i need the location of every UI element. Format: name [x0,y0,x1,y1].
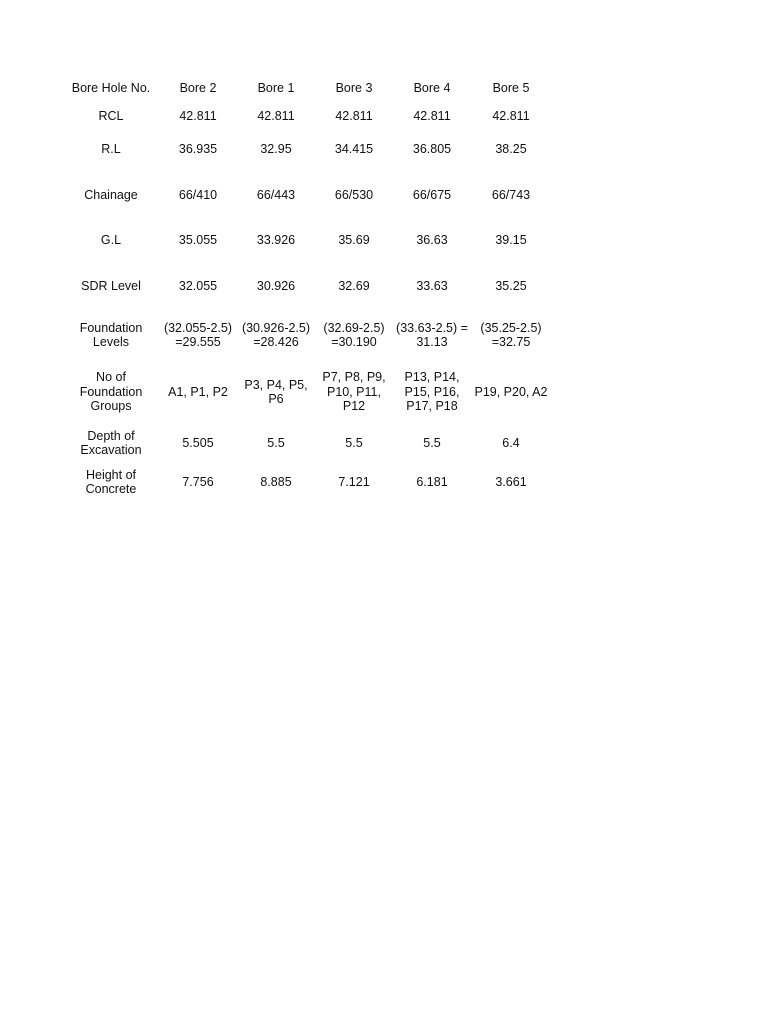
table-cell: 66/743 [491,187,531,202]
table-cell: 42.811 [257,108,295,123]
table-cell: 32.69 [338,278,370,293]
row-label: No of Foundation Groups [79,370,143,414]
table-row-sdr-level [0,277,768,295]
table-cell: 33.63 [416,278,448,293]
table-cell: A1, P1, P2 [168,384,228,399]
table-cell: 42.811 [179,108,217,123]
table-cell: 34.415 [334,141,374,156]
table-cell: P7, P8, P9, P10, P11, P12 [322,370,386,414]
table-cell: 3.661 [495,474,527,489]
header-cell-bore-2: Bore 2 [179,80,217,95]
table-cell: 7.756 [182,474,214,489]
table-cell: 66/530 [334,187,374,202]
header-cell-bore-4: Bore 4 [413,80,451,95]
table-row-gl [0,231,768,249]
table-row-foundation-levels [0,319,768,351]
table-header-row [0,79,768,97]
table-cell: 66/675 [412,187,452,202]
table-cell: 38.25 [495,141,527,156]
table-cell: 7.121 [338,474,370,489]
row-label: Depth of Excavation [80,428,142,457]
table-cell: 32.055 [178,278,218,293]
table-cell: 6.181 [416,474,448,489]
table-cell: 42.811 [335,108,373,123]
header-cell-bore-3: Bore 3 [335,80,373,95]
table-cell: 66/410 [178,187,218,202]
row-label: G.L [100,232,122,247]
table-cell: 32.95 [260,141,292,156]
table-row-rl [0,140,768,158]
header-cell-bore-5: Bore 5 [492,80,530,95]
table-cell: 42.811 [413,108,451,123]
row-label: Foundation Levels [79,320,143,349]
table-cell: 39.15 [495,232,527,247]
table-cell: 35.25 [495,278,527,293]
table-cell: (32.055-2.5) =29.555 [163,320,233,349]
table-cell: (32.69-2.5) =30.190 [323,320,385,349]
table-cell: 36.63 [416,232,448,247]
table-cell: 42.811 [492,108,530,123]
row-label: RCL [98,108,124,123]
row-label: Height of Concrete [85,467,137,496]
table-cell: 30.926 [256,278,296,293]
table-cell: (33.63-2.5) = 31.13 [396,320,468,349]
table-cell: 35.055 [178,232,218,247]
table-row-depth-of-excavation [0,427,768,459]
table-cell: 8.885 [260,474,292,489]
table-cell: 33.926 [256,232,296,247]
table-cell: 5.5 [423,435,441,450]
table-row-foundation-groups [0,369,768,415]
table-cell: P3, P4, P5, P6 [244,377,308,406]
row-label: Chainage [84,187,138,202]
table-cell: (30.926-2.5) =28.426 [241,320,311,349]
row-label: SDR Level [81,278,141,293]
table-cell: 35.69 [338,232,370,247]
table-cell: P19, P20, A2 [474,384,548,399]
row-label: R.L [101,141,121,156]
table-cell: 5.5 [267,435,285,450]
table-row-height-of-concrete [0,466,768,498]
table-cell: 36.935 [178,141,218,156]
table-cell: 5.5 [345,435,363,450]
table-cell: (35.25-2.5) =32.75 [480,320,542,349]
header-cell-bore-hole-no: Bore Hole No. [71,80,151,95]
table-cell: P13, P14, P15, P16, P17, P18 [404,370,460,414]
table-row-rcl [0,107,768,125]
header-cell-bore-1: Bore 1 [257,80,295,95]
table-cell: 36.805 [412,141,452,156]
table-cell: 5.505 [182,435,214,450]
table-cell: 6.4 [502,435,520,450]
table-row-chainage [0,186,768,204]
table-cell: 66/443 [256,187,296,202]
